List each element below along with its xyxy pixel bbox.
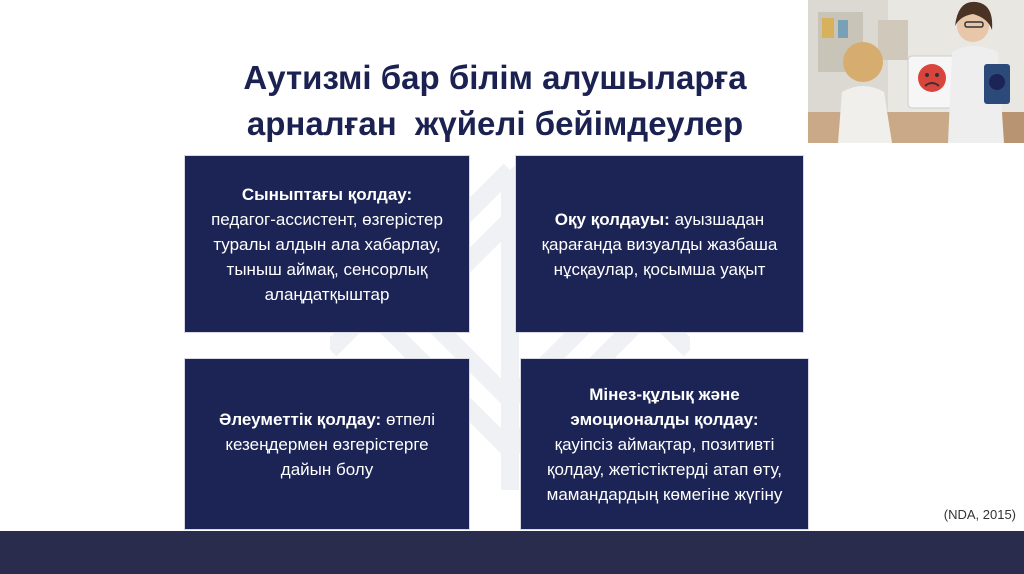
learning-support-box bbox=[515, 155, 804, 333]
box-text-line: нұсқаулар, қосымша уақыт bbox=[553, 259, 766, 279]
box-text-line: қолдау, жетістіктерді атап өту, bbox=[547, 459, 782, 479]
box-text-line: қауіпсіз аймақтар, позитивті bbox=[554, 434, 775, 454]
box-heading: Сыныптағы қолдау: bbox=[241, 184, 413, 204]
box-first-line bbox=[555, 207, 764, 232]
box-text-line: қарағанда визуалды жазбаша bbox=[541, 234, 778, 254]
box-text-line: алаңдатқыштар bbox=[264, 284, 390, 304]
classroom-support-box bbox=[184, 155, 470, 333]
box-heading: Әлеуметтік қолдау: bbox=[219, 409, 382, 429]
social-support-box bbox=[184, 358, 470, 530]
box-text-line: тыныш аймақ, сенсорлық bbox=[226, 259, 428, 279]
box-text-line: туралы алдын ала хабарлау, bbox=[213, 234, 441, 254]
box-heading: эмоционалды қолдау: bbox=[570, 409, 759, 429]
box-first-line bbox=[219, 407, 435, 432]
box-text-line: мамандардың көмегіне жүгіну bbox=[546, 484, 783, 504]
citation: (NDA, 2015) bbox=[943, 507, 1016, 522]
title-line-1: Аутизмі бар білім алушыларға bbox=[243, 59, 747, 96]
box-text-line: ауызшадан bbox=[669, 209, 765, 229]
classroom-photo bbox=[808, 0, 1024, 143]
box-heading: Мінез-құлық және bbox=[589, 384, 740, 404]
behavioral-support-box bbox=[520, 358, 809, 530]
box-text-line: өтпелі bbox=[381, 409, 435, 429]
box-text-line: педагог-ассистент, өзгерістер bbox=[211, 209, 443, 229]
slide-title bbox=[180, 55, 810, 147]
box-text-line: кезеңдермен өзгерістерге bbox=[225, 434, 429, 454]
title-line-2: арналған жүйелі бейімдеулер bbox=[246, 105, 744, 142]
box-heading: Оқу қолдауы: bbox=[554, 209, 670, 229]
box-text-line: дайын болу bbox=[280, 459, 374, 479]
footer-bar bbox=[0, 531, 1024, 574]
